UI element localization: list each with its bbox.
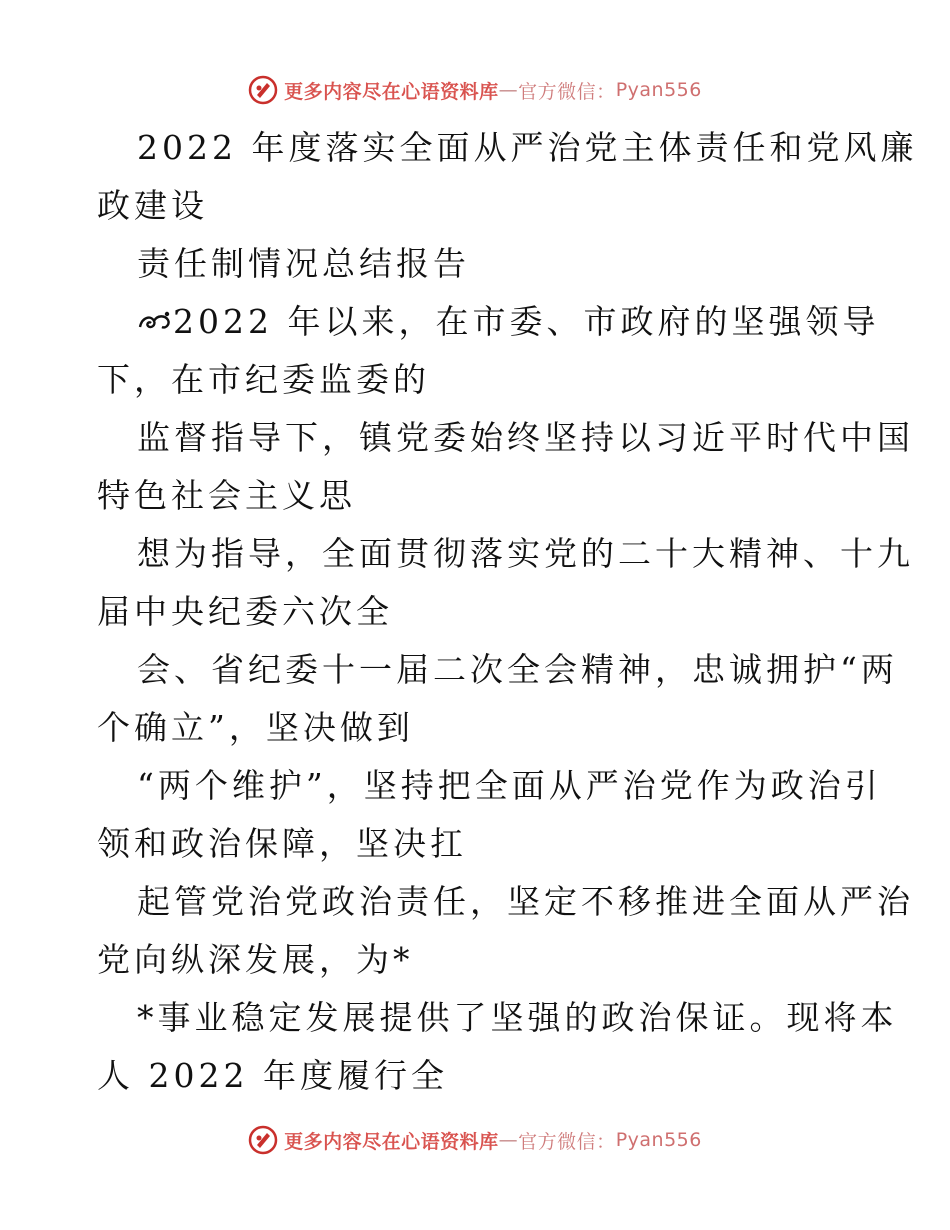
paragraph-line <box>0 302 950 342</box>
seal-logo-icon <box>248 75 278 105</box>
document-subtitle: 责任制情况总结报告 <box>137 244 470 283</box>
document-title-line-1: 2022 年度落实全面从严治党主体责任和党风廉 <box>137 128 918 167</box>
watermark-main-text: 更多内容尽在心语资料库 <box>284 1130 499 1153</box>
paragraph-line-text: 2022 年以来，在市委、市政府的坚强领导 <box>173 302 880 341</box>
paragraph-line: 想为指导，全面贯彻落实党的二十大精神、十九 <box>137 534 914 573</box>
paragraph-line: *事业稳定发展提供了坚强的政治保证。现将本 <box>137 998 898 1037</box>
paragraph-line: 下，在市纪委监委的 <box>97 360 430 399</box>
paragraph-line: 监督指导下，镇党委始终坚持以习近平时代中国 <box>137 418 914 457</box>
watermark-text <box>284 77 702 104</box>
paragraph-line: “两个维护”，坚持把全面从严治党作为政治引 <box>137 766 882 805</box>
watermark-wechat-label: 官方微信： <box>518 1130 616 1153</box>
watermark-separator: — <box>498 79 519 101</box>
header-watermark <box>0 70 950 110</box>
paragraph-line: 个确立”，坚决做到 <box>97 708 414 747</box>
paragraph-line: 起管党治党政治责任，坚定不移推进全面从严治 <box>137 882 914 921</box>
watermark-wechat-label: 官方微信： <box>518 80 616 103</box>
watermark-wechat-id: Pyan556 <box>615 1129 702 1151</box>
footer-watermark <box>0 1120 950 1160</box>
paragraph-line: 人 2022 年度履行全 <box>97 1056 448 1095</box>
paragraph-line: 领和政治保障，坚决扛 <box>97 824 467 863</box>
swirl-ornament-icon <box>137 307 173 337</box>
watermark-wechat-id: Pyan556 <box>615 79 702 101</box>
paragraph-line: 届中央纪委六次全 <box>97 592 393 631</box>
paragraph-line: 党向纵深发展，为* <box>97 940 414 979</box>
document-title-line-2: 政建设 <box>97 186 208 225</box>
watermark-text <box>284 1127 702 1154</box>
paragraph-line: 特色社会主义思 <box>97 476 356 515</box>
watermark-main-text: 更多内容尽在心语资料库 <box>284 80 499 103</box>
seal-logo-icon <box>248 1125 278 1155</box>
paragraph-line: 会、省纪委十一届二次全会精神，忠诚拥护“两 <box>137 650 898 689</box>
watermark-separator: — <box>498 1129 519 1151</box>
